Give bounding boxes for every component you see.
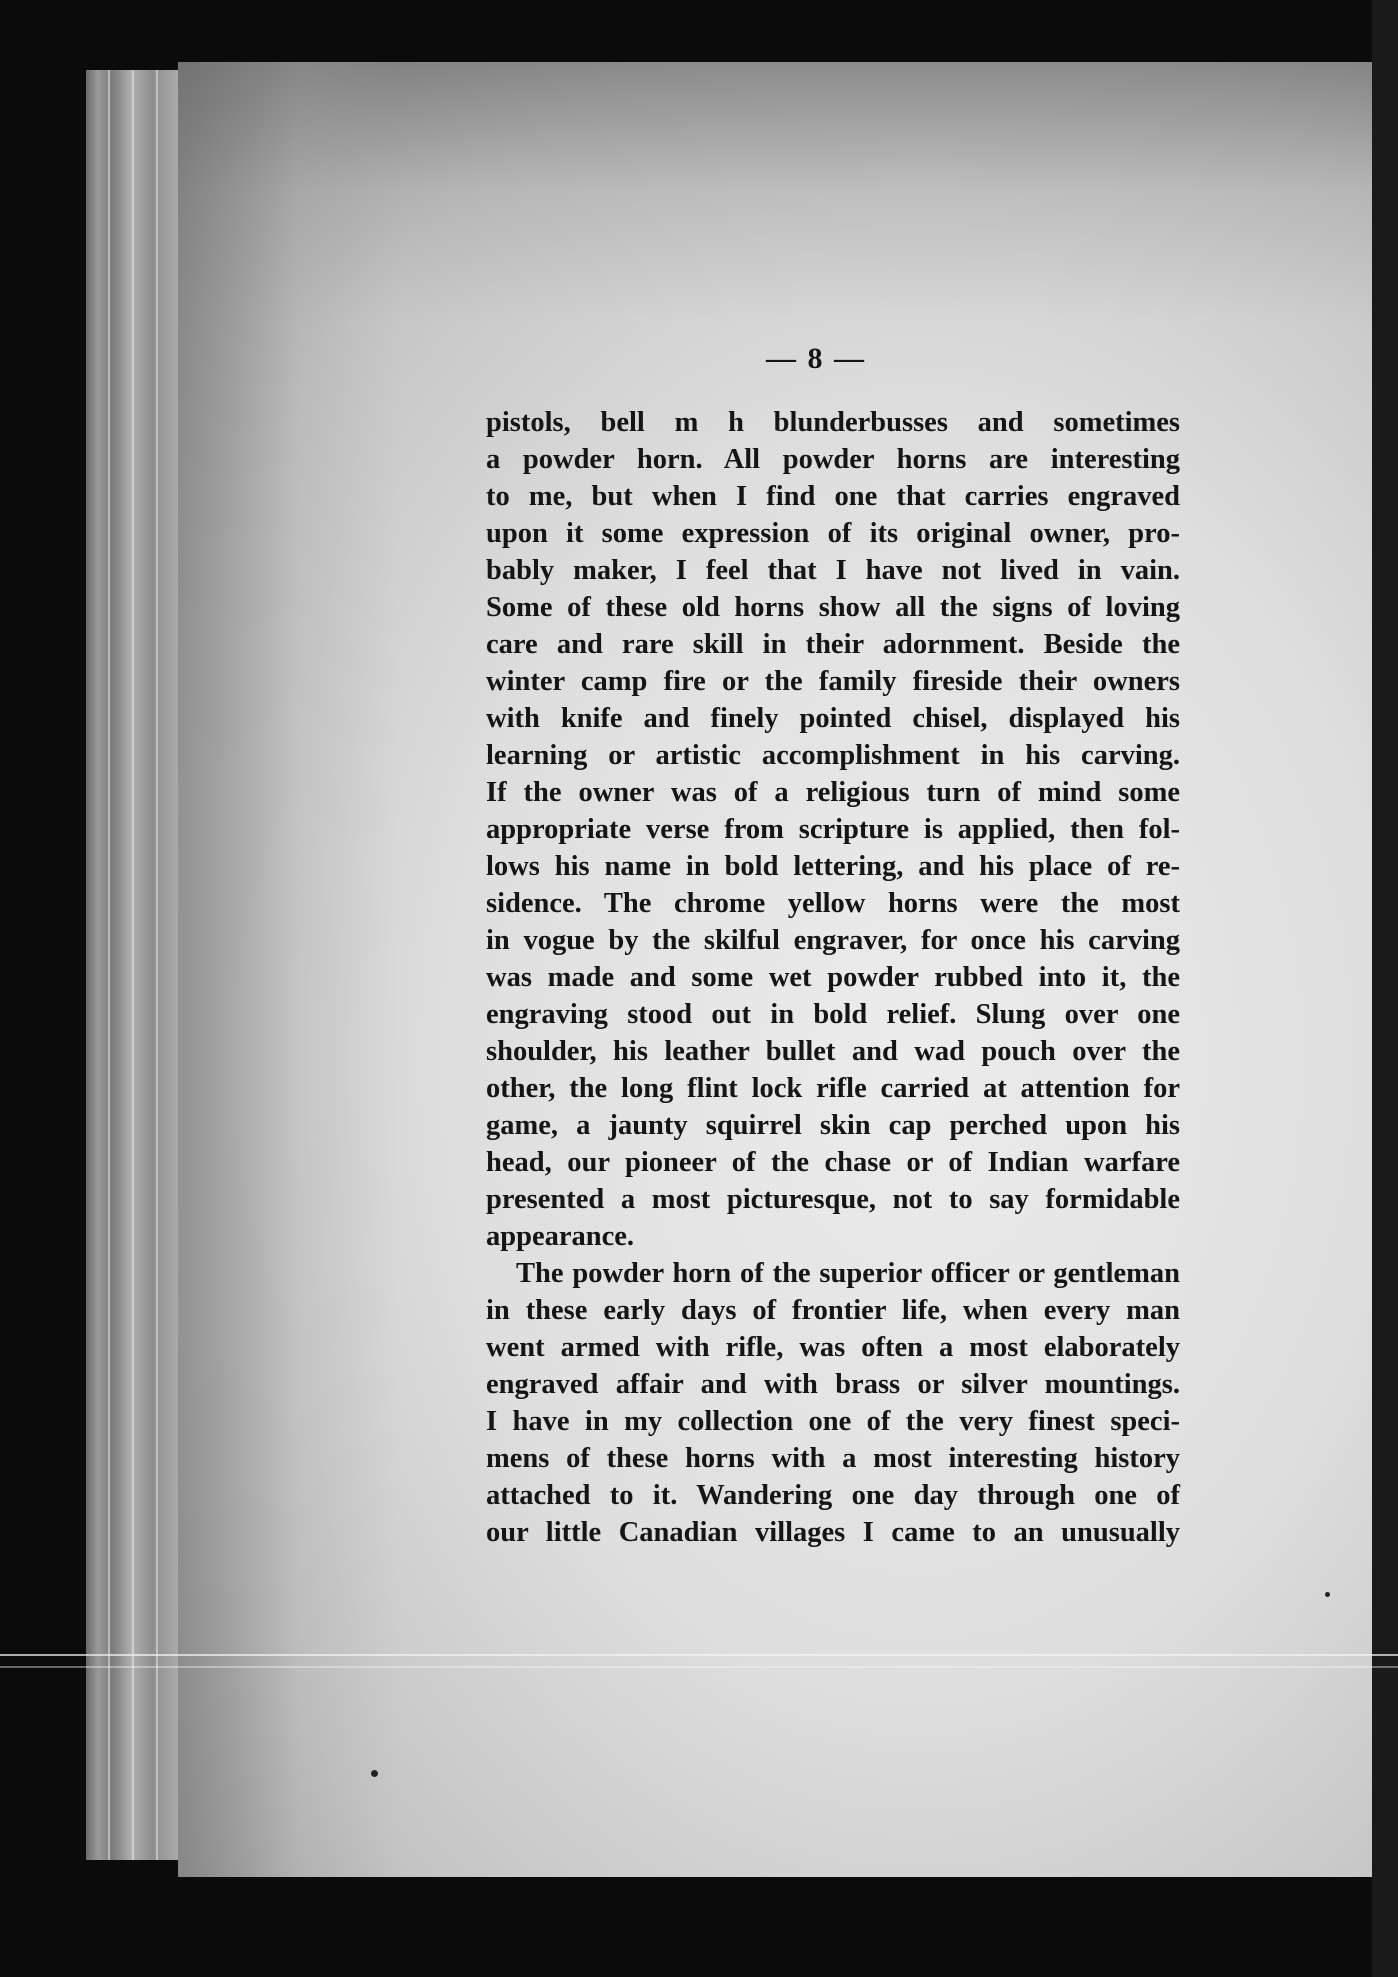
text-line: attached to it. Wandering one day through one of — [486, 1480, 1180, 1511]
text-line: engraved affair and with brass or silver mountings. — [486, 1369, 1180, 1400]
text-line: a powder horn. All powder horns are interesting — [486, 444, 1180, 475]
text-line: game, a jaunty squirrel skin cap perched upon his — [486, 1110, 1180, 1141]
text-line: shoulder, his leather bullet and wad pouch over the — [486, 1036, 1180, 1067]
text-line: winter camp fire or the family fireside their owners — [486, 666, 1180, 697]
text-line: The powder horn of the superior officer or gentleman — [516, 1258, 1180, 1289]
page-number: — 8 — — [766, 342, 866, 375]
text-line: head, our pioneer of the chase or of Indian warfare — [486, 1147, 1180, 1178]
scan-artifact-line — [0, 1654, 1398, 1656]
text-line: lows his name in bold lettering, and his place of re- — [486, 851, 1180, 882]
text-line: went armed with rifle, was often a most elaborately — [486, 1332, 1180, 1363]
text-line: bably maker, I feel that I have not lived in vain. — [486, 555, 1180, 586]
text-line: mens of these horns with a most interesting history — [486, 1443, 1180, 1474]
text-line: pistols, bell m h blunderbusses and sometimes — [486, 407, 1180, 438]
text-line: appropriate verse from scripture is applied, then fol- — [486, 814, 1180, 845]
text-line: presented a most picturesque, not to say formidable — [486, 1184, 1180, 1215]
text-line: sidence. The chrome yellow horns were the most — [486, 888, 1180, 919]
right-binding-edge — [1372, 0, 1398, 1977]
text-line: If the owner was of a religious turn of mind some — [486, 777, 1180, 808]
text-line: upon it some expression of its original owner, pro- — [486, 518, 1180, 549]
text-line: other, the long flint lock rifle carried at attention for — [486, 1073, 1180, 1104]
text-line: Some of these old horns show all the signs of loving — [486, 592, 1180, 623]
page-edge-line — [108, 70, 110, 1860]
text-line: with knife and finely pointed chisel, displayed his — [486, 703, 1180, 734]
text-line: our little Canadian villages I came to an unusually — [486, 1517, 1180, 1548]
dust-speck — [371, 1770, 378, 1777]
text-line: engraving stood out in bold relief. Slung over one — [486, 999, 1180, 1030]
text-line: I have in my collection one of the very finest speci- — [486, 1406, 1180, 1437]
text-line: to me, but when I find one that carries engraved — [486, 481, 1180, 512]
page-edge-line — [156, 70, 158, 1860]
dust-speck — [1325, 1592, 1330, 1597]
text-line: was made and some wet powder rubbed into it, the — [486, 962, 1180, 993]
text-line: appearance. — [486, 1221, 635, 1252]
page-edge-line — [132, 70, 134, 1860]
text-line: care and rare skill in their adornment. Beside the — [486, 629, 1180, 660]
page-left-shadow — [178, 62, 398, 1877]
text-line: in vogue by the skilful engraver, for once his carving — [486, 925, 1180, 956]
text-line: in these early days of frontier life, when every man — [486, 1295, 1180, 1326]
scan-artifact-line — [0, 1666, 1398, 1668]
text-line: learning or artistic accomplishment in his carving. — [486, 740, 1180, 771]
body-text — [486, 404, 1180, 1551]
